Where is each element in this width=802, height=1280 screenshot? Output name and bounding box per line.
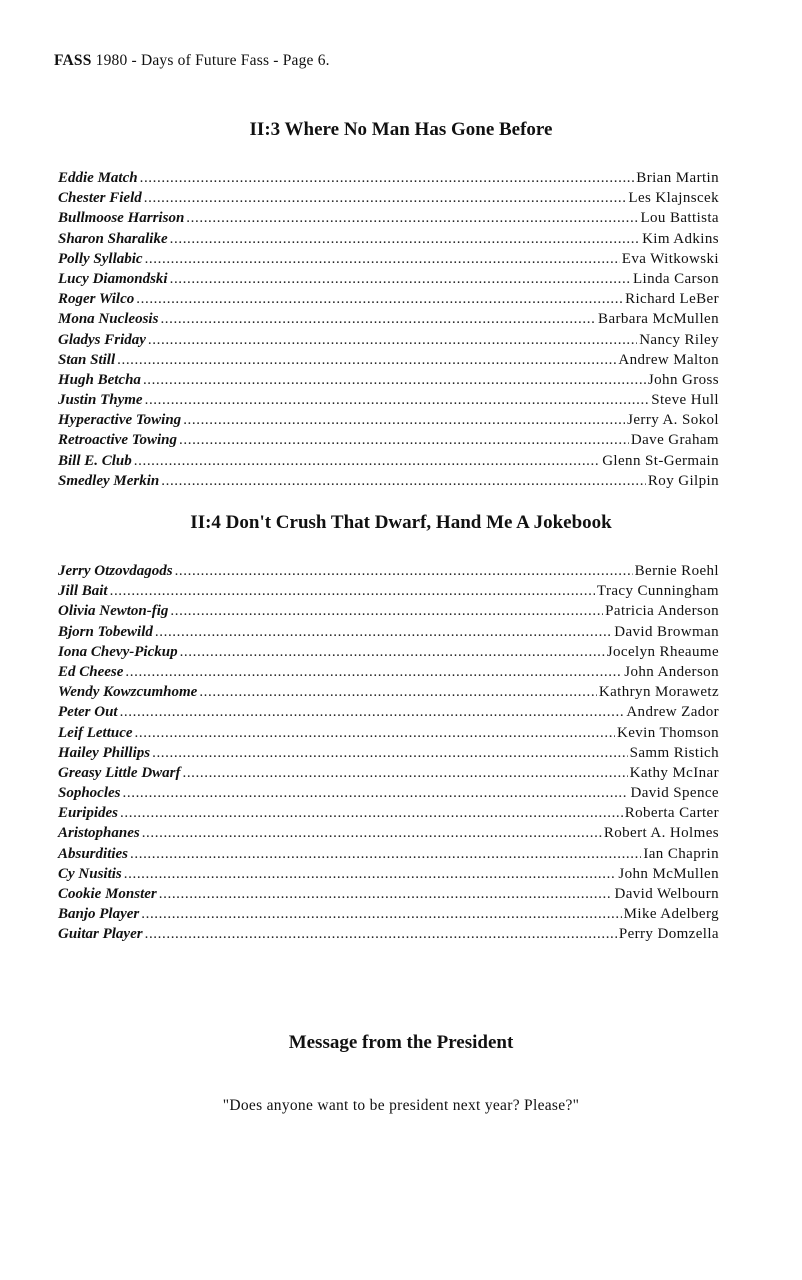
dot-leader	[152, 743, 628, 763]
cast-row	[58, 430, 719, 450]
role-name: Absurdities	[58, 845, 129, 862]
cast-row	[58, 229, 719, 249]
role-name: Roger Wilco	[58, 291, 135, 308]
message-title: Message from the President	[288, 1032, 514, 1053]
role-name: Hailey Phillips	[58, 744, 151, 761]
actor-name: Bernie Roehl	[634, 563, 719, 579]
dot-leader	[182, 763, 627, 783]
actor-name: Perry Domzella	[618, 926, 719, 943]
dot-leader	[120, 702, 625, 722]
actor-name: David Spence	[630, 785, 719, 802]
actor-name: Jocelyn Rheaume	[606, 643, 719, 660]
actor-name: Steve Hull	[651, 392, 719, 409]
dot-leader	[170, 229, 640, 249]
actor-name: Richard LeBer	[625, 291, 719, 308]
dot-leader	[144, 188, 627, 208]
cast-row	[58, 864, 719, 884]
actor-name: John Gross	[647, 371, 719, 388]
cast-row	[58, 682, 719, 702]
actor-name: John Anderson	[624, 663, 719, 680]
dot-leader	[140, 168, 635, 188]
role-name: Leif Lettuce	[58, 724, 133, 741]
dot-leader	[148, 330, 637, 350]
role-name: Peter Out	[58, 704, 118, 721]
cast-row	[58, 168, 719, 188]
cast-row	[58, 763, 719, 783]
role-name: Justin Thyme	[58, 392, 143, 409]
page-header	[54, 52, 330, 70]
role-name: Mona Nucleosis	[58, 311, 159, 328]
actor-name: Lou Battista	[640, 210, 719, 227]
actor-name: Brian Martin	[636, 170, 719, 186]
actor-name: David Browman	[614, 623, 719, 640]
cast-row	[58, 622, 719, 642]
actor-name: Dave Graham	[630, 432, 719, 449]
cast-row	[58, 269, 719, 289]
cast-row	[58, 884, 719, 904]
cast-row	[58, 249, 719, 269]
dot-leader	[134, 451, 600, 471]
role-name: Guitar Player	[58, 926, 143, 943]
actor-name: Tracy Cunningham	[596, 583, 719, 600]
role-name: Wendy Kowzcumhome	[58, 684, 198, 701]
dot-leader	[136, 289, 623, 309]
actor-name: Samm Ristich	[629, 744, 719, 761]
role-name: Stan Still	[58, 351, 116, 368]
role-name: Eddie Match	[58, 170, 138, 186]
role-name: Jerry Otzovdagods	[58, 563, 173, 579]
role-name: Lucy Diamondski	[58, 270, 168, 287]
role-name: Hugh Betcha	[58, 371, 141, 388]
dot-leader	[170, 269, 631, 289]
role-name: Retroactive Towing	[58, 432, 178, 449]
dot-leader	[142, 823, 602, 843]
cast-row	[58, 581, 719, 601]
dot-leader	[160, 309, 596, 329]
cast-row	[58, 289, 719, 309]
dot-leader	[145, 390, 650, 410]
actor-name: Kathryn Morawetz	[598, 684, 719, 701]
cast-row	[58, 803, 719, 823]
cast-row	[58, 743, 719, 763]
actor-name: Jerry A. Sokol	[627, 412, 719, 429]
actor-name: Roy Gilpin	[647, 472, 719, 489]
cast-row	[58, 844, 719, 864]
role-name: Hyperactive Towing	[58, 412, 182, 429]
actor-name: Les Klajnscek	[628, 190, 719, 207]
section-title-ii3: II:3 Where No Man Has Gone Before	[249, 119, 553, 140]
cast-row	[58, 723, 719, 743]
cast-row	[58, 309, 719, 329]
role-name: Euripides	[58, 805, 119, 822]
cast-row	[58, 924, 719, 944]
cast-row	[58, 904, 719, 924]
actor-name: Kim Adkins	[642, 230, 719, 247]
actor-name: Kathy McInar	[629, 764, 719, 781]
actor-name: Andrew Malton	[618, 351, 719, 368]
dot-leader	[179, 430, 629, 450]
role-name: Banjo Player	[58, 906, 140, 923]
role-name: Cookie Monster	[58, 886, 157, 902]
dot-leader	[180, 642, 605, 662]
dot-leader	[110, 581, 595, 601]
actor-name: David Welbourn	[614, 886, 719, 902]
dot-leader	[161, 471, 646, 491]
cast-row	[58, 451, 719, 471]
dot-leader	[120, 803, 623, 823]
actor-name: Roberta Carter	[624, 805, 719, 822]
dot-leader	[183, 410, 625, 430]
dot-leader	[141, 904, 621, 924]
role-name: Greasy Little Dwarf	[58, 764, 181, 781]
cast-list-ii3	[58, 168, 719, 491]
dot-leader	[145, 924, 617, 944]
role-name: Iona Chevy-Pickup	[58, 643, 178, 660]
actor-name: Andrew Zador	[626, 704, 719, 721]
dot-leader	[143, 370, 646, 390]
cast-row	[58, 370, 719, 390]
role-name: Gladys Friday	[58, 331, 146, 348]
role-name: Bjorn Tobewild	[58, 623, 153, 640]
cast-list-ii4	[58, 561, 719, 945]
role-name: Jill Bait	[58, 583, 108, 600]
cast-row	[58, 471, 719, 491]
actor-name: Robert A. Holmes	[603, 825, 719, 842]
cast-row	[58, 823, 719, 843]
section-title-ii4: II:4 Don't Crush That Dwarf, Hand Me A Jokebook	[190, 512, 612, 533]
actor-name: Linda Carson	[632, 270, 719, 287]
dot-leader	[135, 723, 615, 743]
cast-row	[58, 188, 719, 208]
dot-leader	[155, 622, 612, 642]
cast-row	[58, 601, 719, 621]
cast-row	[58, 330, 719, 350]
cast-row	[58, 783, 719, 803]
actor-name: Glenn St-Germain	[602, 452, 719, 469]
actor-name: Mike Adelberg	[623, 906, 719, 923]
role-name: Cy Nusitis	[58, 865, 122, 882]
role-name: Bill E. Club	[58, 452, 132, 469]
dot-leader	[170, 601, 603, 621]
actor-name: Kevin Thomson	[616, 724, 719, 741]
cast-row	[58, 561, 719, 581]
dot-leader	[175, 561, 633, 581]
dot-leader	[159, 884, 613, 904]
cast-row	[58, 350, 719, 370]
cast-row	[58, 410, 719, 430]
actor-name: John McMullen	[618, 865, 719, 882]
role-name: Sophocles	[58, 785, 121, 802]
header-text: 1980 - Days of Future Fass - Page 6.	[95, 52, 330, 69]
message-body: "Does anyone want to be president next year? Please?"	[222, 1097, 580, 1114]
actor-name: Barbara McMullen	[598, 311, 719, 328]
role-name: Sharon Sharalike	[58, 230, 168, 247]
actor-name: Nancy Riley	[639, 331, 719, 348]
role-name: Olivia Newton-fig	[58, 603, 169, 620]
role-name: Bullmoose Harrison	[58, 210, 185, 227]
cast-row	[58, 642, 719, 662]
role-name: Aristophanes	[58, 825, 140, 842]
role-name: Chester Field	[58, 190, 142, 207]
header-org: FASS	[54, 52, 92, 69]
cast-row	[58, 208, 719, 228]
cast-row	[58, 702, 719, 722]
cast-row	[58, 662, 719, 682]
actor-name: Ian Chaprin	[643, 845, 719, 862]
dot-leader	[124, 864, 617, 884]
dot-leader	[117, 350, 616, 370]
cast-row	[58, 390, 719, 410]
dot-leader	[123, 783, 629, 803]
dot-leader	[145, 249, 620, 269]
dot-leader	[125, 662, 622, 682]
dot-leader	[199, 682, 597, 702]
actor-name: Eva Witkowski	[621, 250, 719, 267]
dot-leader	[130, 844, 641, 864]
role-name: Smedley Merkin	[58, 472, 160, 489]
dot-leader	[186, 208, 638, 228]
role-name: Polly Syllabic	[58, 250, 143, 267]
actor-name: Patricia Anderson	[605, 603, 719, 620]
role-name: Ed Cheese	[58, 663, 124, 680]
